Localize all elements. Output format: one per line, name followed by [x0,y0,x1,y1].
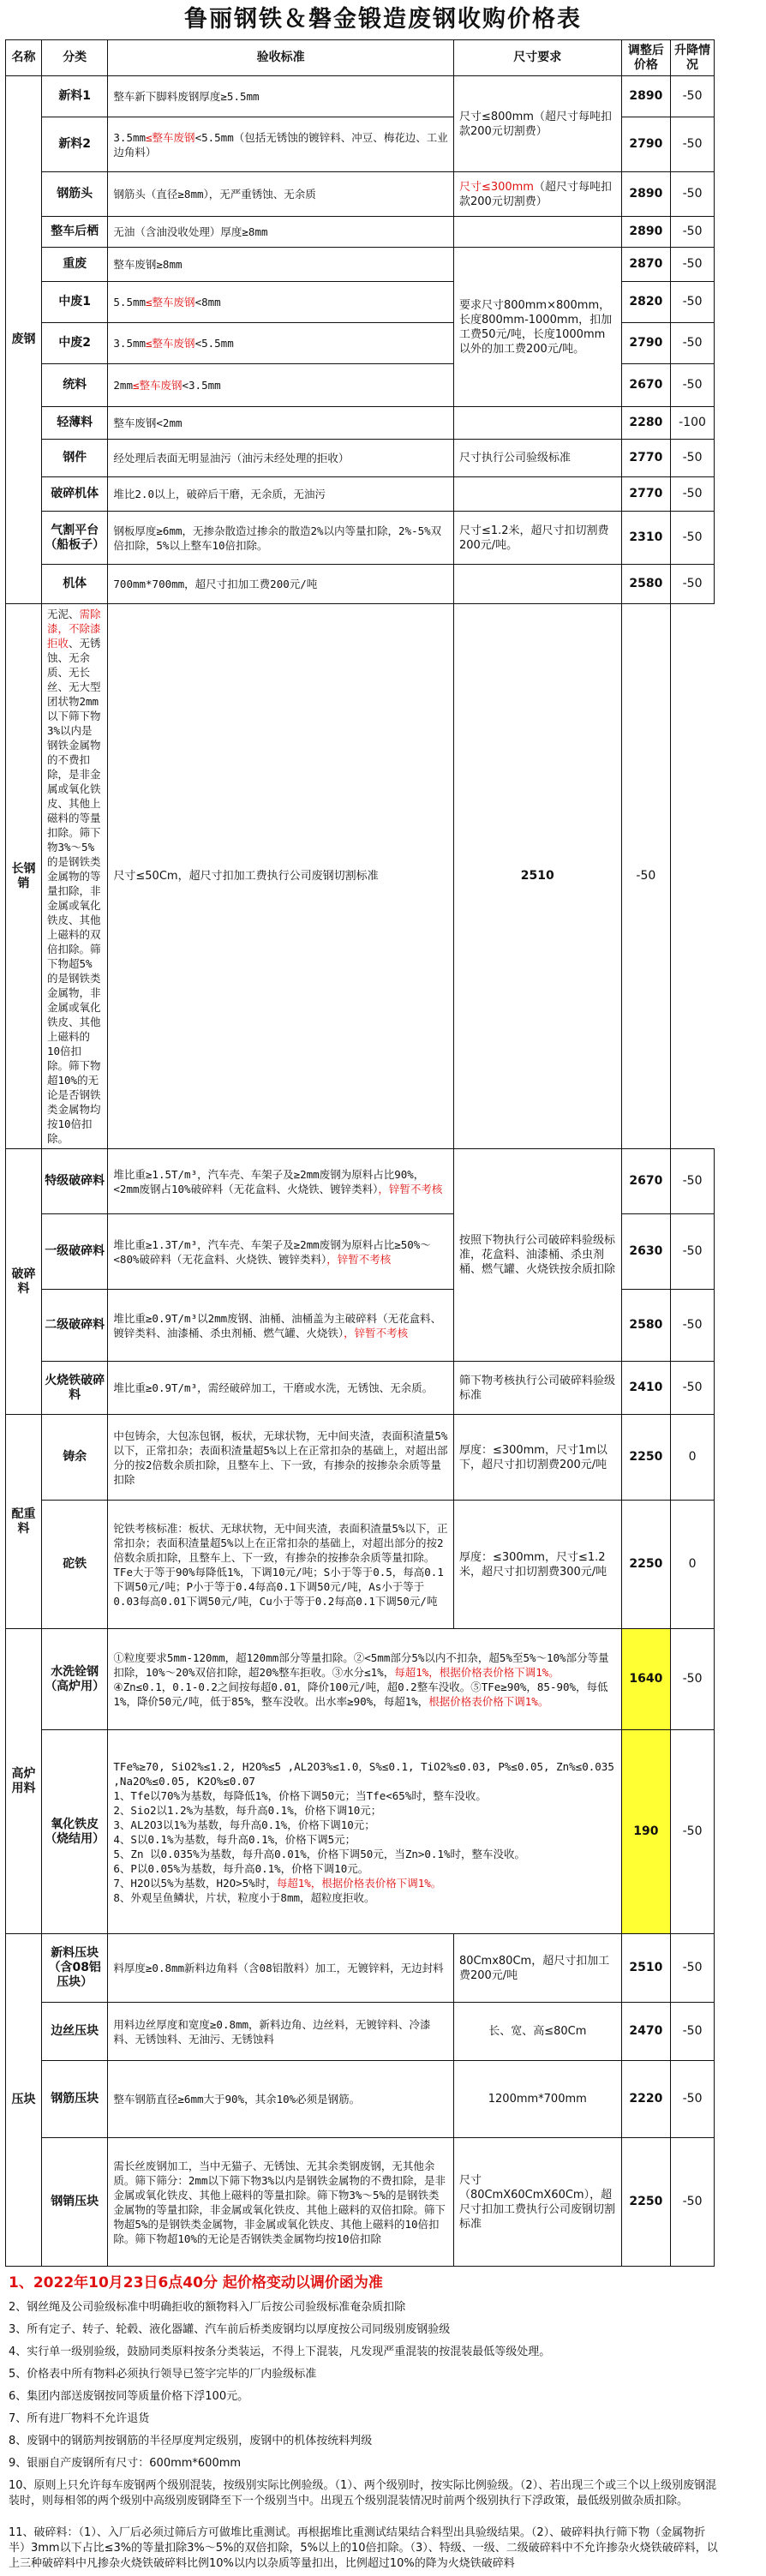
row-change: -50 [671,282,715,323]
page-title: 鲁丽钢铁＆磐金锻造废钢收购价格表 [184,6,582,33]
table-row [6,248,715,282]
std-red-text: ≤整车废钢 [146,130,195,144]
row-standard [108,1629,621,1730]
table-row [6,604,715,1149]
group-label-po-sui: 破碎料 [6,1149,42,1415]
header-name: 名称 [6,40,42,76]
table-row [6,2138,715,2267]
std-text: ④Zn≤0.1，0.1-0.2之间按每超0.01，降价100元/吨，超0.2整车没收。⑤TFe≥90%，85-90%，每低1%，降价50元/吨，低于85%，整车没收。出水率≥90%，每超1%， [113,1680,608,1708]
notes-section [5,2270,725,2576]
row-category: 整车后栖 [42,217,108,248]
row-size: 尺寸（80CmX60CmX60Cm），超尺寸扣加工费执行公司废钢切割标准 [453,2138,621,2267]
row-standard: 钢板厚度≥6mm，无掺杂散造过掺余的散造2%以内等量扣除，2%-5%双倍扣除，5%以上整车10倍扣除。 [108,512,454,565]
std-text: <8mm [194,296,221,309]
row-change: -50 [671,1214,715,1290]
table-row [6,76,715,117]
row-standard: 中包铸余，大包冻包钢，板状，无球状物，无中间夹渣，表面积渣量5%以下，正常扣杂；表面积渣量超5%以上在正常扣杂的基础上，对超出部分的按2倍数余质扣除，且整车上、下一致，有掺杂的按掺杂余质等量扣除 [108,1415,454,1501]
row-price: 2630 [621,1214,670,1290]
row-standard [108,323,454,364]
row-change: -50 [671,117,715,172]
row-category: 新料压块（含08铝压块） [42,1934,108,2003]
note-item: 2、钢丝绳及公司验级标准中明确拒收的额物料入厂后按公司验级标准奄杂质扣除 [9,2301,406,2314]
row-change: -50 [671,76,715,117]
row-category: 铸余 [42,1415,108,1501]
row-standard: 700mm*700mm，超尺寸扣加工费200元/吨 [108,565,454,604]
row-change: 0 [671,1415,715,1501]
row-category: 统料 [42,364,108,407]
group-label-fei-gang: 废钢 [6,76,42,604]
row-standard [108,364,454,407]
table-row [6,2003,715,2061]
table-row [6,477,715,512]
row-price: 2580 [621,565,670,604]
row-price: 2790 [621,117,670,172]
price-table [5,39,715,2267]
note-item: 10、原则上只允许每车废钢两个级别混装，按级别实际比例验级。（1）、两个级别时，按实际比例验级。（2）、若出现三个或三个以上级别废钢混装时，则每相邻的两个级别中高级别废钢降至下一个级别当中。出现五个级别混装情况时前两个级别执行下浮政策，最低级别做杂质扣除。 [9,2479,717,2507]
row-category: 中废2 [42,323,108,364]
row-category: 边丝压块 [42,2003,108,2061]
row-change: -50 [671,2061,715,2138]
row-size [453,172,621,217]
size-text: （超尺寸每吨扣款200元切割费） [458,180,612,208]
row-category: 新料2 [42,117,108,172]
row-standard: 用料边丝厚度和宽度≥0.8mm，新料边角、边丝料，无镀锌料、冷漆料、无锈蚀料、无油污、无锈蚀料 [108,2003,454,2061]
row-price: 2670 [621,364,670,407]
table-row [6,217,715,248]
row-standard [108,117,454,172]
row-price: 2890 [621,217,670,248]
std-text: 、无锈蚀、无余质、无长丝、无大型团状物2mm以下筛下物3%以内是钢铁金属物的不费扣除，是非金属或氧化铁皮、其他上磁料的等量扣除。筛下物3%～5%的是钢铁类金属物的等量扣除，非金属或氧化铁皮、其他上磁料的双倍扣除。筛下物超5%的是钢铁类金属物，非金属或氧化铁皮、其他上磁料的10倍扣除。筛下物超10%的无论是否钢铁类金属物均按10倍扣除。 [47,637,101,1145]
row-category: 火烧铁破碎料 [42,1362,108,1415]
row-standard: 整车钢筋直径≥6mm大于90%，其余10%必须是钢筋。 [108,2061,454,2138]
note-item: 11、破碎料：（1）、入厂后必须过筛后方可做堆比重测试。再根据堆比重测试结果结合料型出具验级结果。（2）、破碎料执行筛下物（金属物折半）3mm以下占比≤3%的等量扣除3%～5%的双倍扣除，5%以上的10倍扣除。（3）、特级、一级、二级破碎料中不允许掺杂火烧铁破碎料，以上三种破碎料中凡掺杂火烧铁破碎料比例10%以内以杂质等量扣出，比例超过10%的降为火烧铁破碎料 [9,2526,718,2570]
note-item: 8、废钢中的钢筋判按钢筋的半径厚度判定级别，废钢中的机体按统料判级 [9,2435,373,2447]
std-text: 堆比重≥1.3T/m³，汽车壳、车架子及≥2mm废钢为原料占比≥50%～<80%破碎料（无花盒料、火烧铁、镀锌类料） [113,1237,431,1266]
row-change: -50 [671,217,715,248]
std-text: 堆比重≥0.9T/m³以2mm废钢、油桶、油桶盖为主破碎料（无花盒料、镀锌类料、油漆桶、杀虫剂桶、燃气罐、火烧铁） [113,1311,442,1339]
row-standard: 整车新下脚料废钢厚度≥5.5mm [108,76,454,117]
row-size-empty [453,407,621,440]
row-size: 尺寸≤800mm（超尺寸每吨扣款200元切割费） [453,76,621,172]
row-category: 新料1 [42,76,108,117]
row-change: -100 [671,407,715,440]
row-price-highlight: 1640 [621,1629,670,1730]
row-standard [108,1149,454,1214]
row-price: 2890 [621,76,670,117]
row-standard: 堆比重≥0.9T/m³，需经破碎加工，干磨或水洗，无锈蚀、无余质。 [108,1362,454,1415]
row-price: 2250 [621,2138,670,2267]
row-size: 厚度：≤300mm，尺寸1m以下，超尺寸扣切割费200元/吨 [453,1415,621,1501]
std-text: 堆比重≥1.5T/m³，汽车壳、车架子及≥2mm废钢为原料占比90%，<2mm废钢占10%破碎料（无花盒料、火烧铁、镀锌类料） [113,1167,425,1195]
std-text: <5.5mm（包括无锈蚀的镀锌料、冲豆、梅花边、工业边角料） [113,130,448,159]
table-row [6,407,715,440]
row-category: 机体 [42,565,108,604]
row-price: 2220 [621,2061,670,2138]
row-size: 长、宽、高≤80Cm [453,2003,621,2061]
row-price: 2250 [621,1501,670,1629]
row-price: 2670 [621,1149,670,1214]
row-standard: 经处理后表面无明显油污（油污未经处理的拒收） [108,440,454,477]
row-price: 2820 [621,282,670,323]
row-change: -50 [671,1149,715,1214]
table-row [6,1149,715,1214]
row-price: 2770 [621,477,670,512]
table-header [6,40,715,76]
group-label-ya-kuai: 压块 [6,1934,42,2267]
row-standard [108,1730,621,1934]
table-row [6,1629,715,1730]
group-label-gao-lu: 高炉用料 [6,1629,42,1934]
row-standard [42,604,108,1149]
row-price-highlight: 190 [621,1730,670,1934]
row-category: 钢筋头 [42,172,108,217]
row-change: -50 [671,2138,715,2267]
header-size: 尺寸要求 [453,40,621,76]
header-category: 分类 [42,40,108,76]
std-text: TFe%≥70, SiO2%≤1.2, H2O%≤5 ,AL2O3%≤1.0，S%≤0.1, TiO2%≤0.03, P%≤0.05, Zn%≤0.035 ,Na2O%≤0.05, K2O%≤0.07 1、Tfe以70%为基数，每降低1%，价格下调50元；当Tfe<65%时，整车没收。 2、Sio2以1.2%为基数，每升高0.1%，价格下调10元； 3、AL2O3以1%为基数，每升高0.1%，价格下调10元； 4、S以0.1%为基数，每升高0.1%，价格下调5元； 5、Zn 以0.035%为基数，每升高0.01%，价格下调50元，当Zn>0.1%时，整车没收。 6、P以0.05%为基数，每升高0.1%，价格下调10元。 7、H2O以5%为基数，H2O>5%时， [113,1759,614,1890]
row-category: 水洗铨钢（高炉用） [42,1629,108,1730]
row-change: -50 [671,1730,715,1934]
row-change: 0 [671,1501,715,1629]
row-change: -50 [671,2003,715,2061]
row-category: 钢筋压块 [42,2061,108,2138]
row-price: 2280 [621,407,670,440]
note-item: 1、2022年10月23日6点40分 起价格变动以调价函为准 [9,2274,383,2291]
header-change: 升降情况 [671,40,715,76]
std-text: 8、外观呈鱼鳞状，片状，粒度小于8mm，超粒度拒收。 [113,1890,375,1904]
row-standard [108,1290,454,1362]
row-change: -50 [671,512,715,565]
row-price: 2410 [621,1362,670,1415]
std-text: 无泥、 [47,608,80,620]
table-row [6,565,715,604]
row-standard: 无油（含油没收处理）厚度≥8mm [108,217,454,248]
table-row [6,1362,715,1415]
row-standard: 铊铁考核标准：板状、无球状物，无中间夹渣，表面积渣量5%以下，正常扣杂；表面积渣量超5%以上在正常扣杂的基础上，对超出部分的按2倍数余质扣除，且整车上、下一致，有掺杂的按掺杂余质等量扣除。TFe大于等于90%每降低1%，下调10元/吨；S小于等于0.5，每高0.1下调50元/吨；P小于等于0.4每高0.1下调50元/吨，As小于等于0.03每高0.01下调50元/吨，Cu小于等于0.2每高0.1下调50元/吨 [108,1501,454,1629]
row-change: -50 [671,1290,715,1362]
row-size: 尺寸≤50Cm，超尺寸扣加工费执行公司废钢切割标准 [108,604,454,1149]
row-standard [108,1214,454,1290]
row-category: 特级破碎料 [42,1149,108,1214]
table-row [6,512,715,565]
row-size: 要求尺寸800mm×800mm，长度800mm-1000mm，扣加工费50元/吨，长度1000mm以外的加工费200元/吨。 [453,248,621,407]
std-text: ①粒度要求5mm-120mm，超120mm部分等量扣除。②<5mm部分5%以内不扣杂，超5%至5%～10%部分等量扣除，10%～20%双倍扣除，超20%整车拒收。③水分≤1%， [113,1650,609,1679]
group-label-pei-zhong: 配重料 [6,1415,42,1629]
std-text: <5.5mm [194,337,234,350]
std-text: 2mm [113,379,133,392]
row-size: 筛下物考核执行公司破碎料验级标准 [453,1362,621,1415]
row-size-empty [453,565,621,604]
std-red-text: ，锌暂不考核 [378,1182,443,1195]
page [5,0,761,2576]
row-price: 2510 [621,1934,670,2003]
row-size: 按照下物执行公司破碎料验级标准，花盒料、油漆桶、杀虫剂桶、燃气罐、火烧铁按余质扣除 [453,1149,621,1362]
std-text: 5.5mm [113,296,147,309]
row-change: -50 [671,172,715,217]
row-change: -50 [671,477,715,512]
table-row [6,2061,715,2138]
row-price: 2470 [621,2003,670,2061]
row-price: 2250 [621,1415,670,1501]
row-change: -50 [621,604,670,1149]
row-change: -50 [671,323,715,364]
row-standard: 料厚度≥0.8mm新料边角料（含08铝散料）加工，无镀锌料，无边封料 [108,1934,454,2003]
row-change: -50 [671,440,715,477]
std-red-text: ≤整车废钢 [146,296,195,309]
row-size-empty [453,477,621,512]
row-standard: 需长丝废钢加工，当中无猫子、无锈蚀、无其余类钢废钢，无其他余质。筛下筛分：2mm以下筛下物3%以内是钢铁金属物的不费扣除，是非金属或氧化铁皮、其他上磁料的等量扣除。筛下物3%～5%的是钢铁类金属物的等量扣除，非金属或氧化铁皮、其他上磁料的双倍扣除。筛下物超5%的是钢铁类金属物，非金属或氧化铁皮、其他上磁料的10倍扣除。筛下物超10%的无论是否钢铁类金属物均按10倍扣除 [108,2138,454,2267]
row-size: 尺寸≤1.2米，超尺寸扣切割费200元/吨。 [453,512,621,565]
note-item: 3、所有定子、转子、轮毂、液化器罐、汽车前后桥类废钢均以厚度按公司同级别废钢验级 [9,2323,451,2336]
row-size: 80Cmx80Cm，超尺寸扣加工费200元/吨 [453,1934,621,2003]
row-price: 2790 [621,323,670,364]
row-category: 轻薄料 [42,407,108,440]
note-item: 5、价格表中所有物料必须执行领导已签字完毕的厂内验级标准 [9,2368,317,2381]
note-item: 6、集团内部送废钢按同等质量价格下浮100元。 [9,2390,249,2403]
row-price: 2770 [621,440,670,477]
row-price: 2310 [621,512,670,565]
std-red-text: ，锌暂不考核 [344,1326,409,1339]
size-red-text: 尺寸≤300mm [458,180,534,194]
row-category: 二级破碎料 [42,1290,108,1362]
row-change: -50 [671,248,715,282]
std-red-text: ≤整车废钢 [132,379,183,392]
row-price: 2580 [621,1290,670,1362]
row-change: -50 [671,1629,715,1730]
row-change: -50 [671,1362,715,1415]
row-price: 2870 [621,248,670,282]
std-red-text: 每超1%，根据价格表价格下调1%。 [394,1665,560,1679]
row-category: 破碎机体 [42,477,108,512]
row-change: -50 [671,364,715,407]
row-category: 钢销压块 [42,2138,108,2267]
row-price: 2510 [453,604,621,1149]
row-change: -50 [671,1934,715,2003]
row-size-empty [453,217,621,248]
row-standard [108,282,454,323]
std-red-text: 需除漆，不除漆拒收 [47,608,101,650]
table-row [6,1730,715,1934]
table-row [6,172,715,217]
std-text: 3.5mm [113,130,147,144]
std-red-text: ，锌暂不考核 [326,1252,392,1266]
row-size: 厚度：≤300mm，尺寸≤1.2米，超尺寸扣切割费300元/吨 [453,1501,621,1629]
row-category: 氧化铁皮（烧结用） [42,1730,108,1934]
std-text: 3.5mm [113,337,147,350]
table-row [6,1934,715,2003]
row-category: 钢件 [42,440,108,477]
row-category: 砣铁 [42,1501,108,1629]
row-standard: 堆比2.0以上，破碎后干磨，无余质，无油污 [108,477,454,512]
table-row [6,440,715,477]
row-standard: 整车废钢≥8mm [108,248,454,282]
row-size: 尺寸执行公司验级标准 [453,440,621,477]
std-text: <3.5mm [182,379,221,392]
table-row [6,1501,715,1629]
row-category: 长钢销 [6,604,42,1149]
table-row [6,1415,715,1501]
header-price: 调整后价格 [621,40,670,76]
row-standard: 整车废钢<2mm [108,407,454,440]
row-standard: 钢筋头（直径≥8mm），无严重锈蚀、无余质 [108,172,454,217]
note-item: 9、银丽自产废钢所有尺寸：600mm*600mm [9,2457,242,2470]
row-price: 2890 [621,172,670,217]
std-red-text: 每超1%，根据价格表价格下调1%。 [276,1876,442,1890]
row-category: 气割平台（船板子） [42,512,108,565]
note-item: 4、实行单一级别验级，鼓励同类原料按条分类装运，不得上下混装，凡发现严重混装的按混装最低等级处理。 [9,2345,551,2358]
row-category: 中废1 [42,282,108,323]
header-standard: 验收标准 [108,40,454,76]
std-red-text: ≤整车废钢 [146,337,195,350]
note-item: 7、所有进厂物料不允许退货 [9,2412,150,2425]
row-category: 一级破碎料 [42,1214,108,1290]
row-change: -50 [671,565,715,604]
row-category: 重废 [42,248,108,282]
row-size: 1200mm*700mm [453,2061,621,2138]
std-red-text: 根据价格表价格下调1%。 [428,1694,549,1708]
